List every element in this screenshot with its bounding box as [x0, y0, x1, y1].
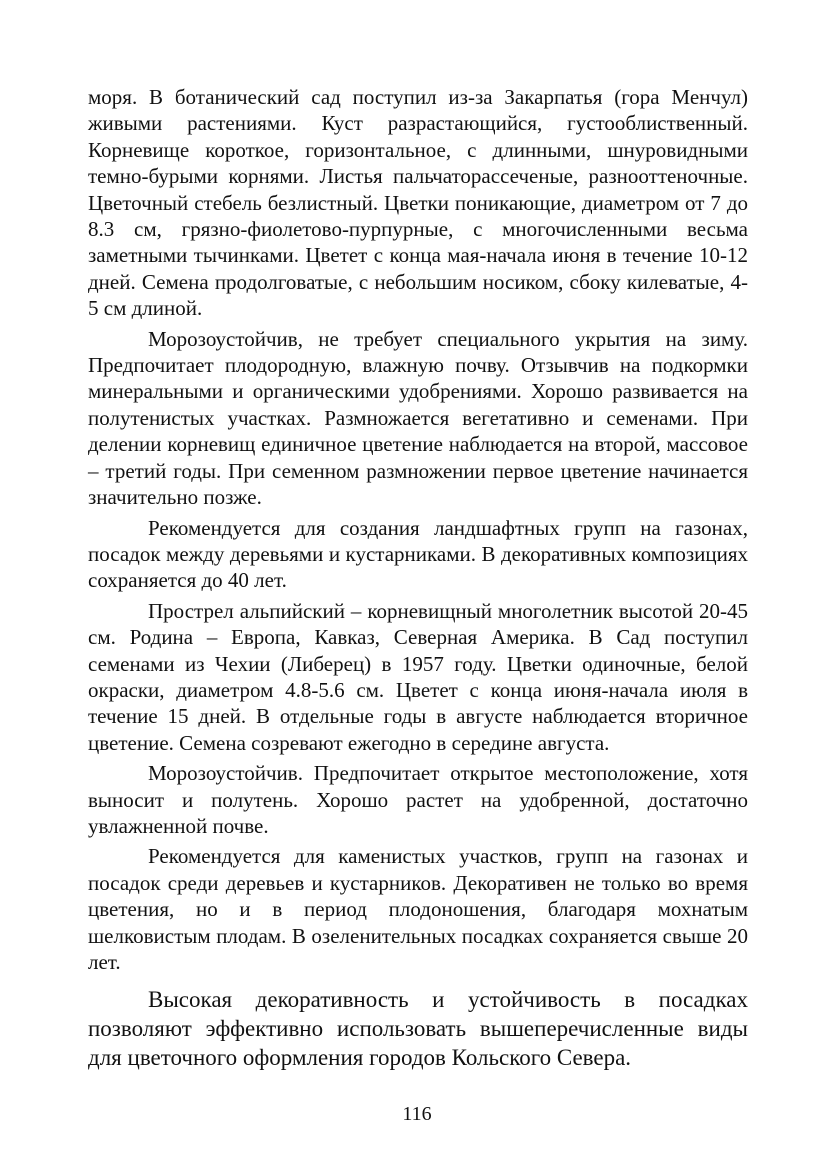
paragraph-2: Морозоустойчив, не требует специального укрытия на зиму. Предпочитает плодородную, влажную почву. Отзывчив на подкормки минеральными и органическими удобрениями. Хорошо развивается на полутенистых участках. Размножается вегетативно и семенами. При делении корневищ единичное цветение наблюдается на второй, массовое – третий годы. При семенном размножении первое цветение начинается значительно позже. — [88, 326, 748, 510]
paragraph-7-conclusion: Высокая декоративность и устойчивость в посадках позволяют эффективно использовать вышеперечисленные виды для цветочного оформления городов Кольского Севера. — [88, 987, 748, 1071]
paragraph-4: Прострел альпийский – корневищный многолетник высотой 20-45 см. Родина – Европа, Кавказ, Северная Америка. В Сад поступил семенами из Чехии (Либерец) в 1957 году. Цветки одиночные, белой окраски, диаметром 4.8-5.6 см. Цветет с конца июня-начала июля в течение 15 дней. В отдельные годы в августе наблюдается вторичное цветение. Семена созревают ежегодно в середине августа. — [88, 598, 748, 755]
paragraph-6: Рекомендуется для каменистых участков, групп на газонах и посадок среди деревьев и кустарников. Декоративен не только во время цветения, но и в период плодоношения, благодаря мохнатым шелковистым плодам. В озеленительных посадках сохраняется свыше 20 лет. — [88, 844, 748, 974]
page-number: 116 — [402, 1103, 432, 1125]
paragraph-3: Рекомендуется для создания ландшафтных групп на газонах, посадок между деревьями и кустарниками. В декоративных композициях сохраняется до 40 лет. — [88, 515, 748, 593]
paragraph-1: моря. В ботанический сад поступил из-за Закарпатья (гора Менчул) живыми растениями. Куст разрастающийся, густооблиственный. Корневище короткое, горизонтальное, с длинными, шнуровидными темно-бурыми корнями. Листья пальчаторассеченые, разнооттеночные. Цветочный стебель безлистный. Цветки поникающие, диаметром от 7 до 8.3 см, грязно-фиолетово-пурпурные, с многочисленными весьма заметными тычинками. Цветет с конца мая-начала июня в течение 10-12 дней. Семена продолговатые, с небольшим носиком, сбоку килеватые, 4-5 см длиной. — [88, 85, 748, 321]
document-page — [88, 84, 748, 1076]
paragraph-5: Морозоустойчив. Предпочитает открытое местоположение, хотя выносит и полутень. Хорошо растет на удобренной, достаточно увлажненной почве. — [88, 761, 748, 838]
